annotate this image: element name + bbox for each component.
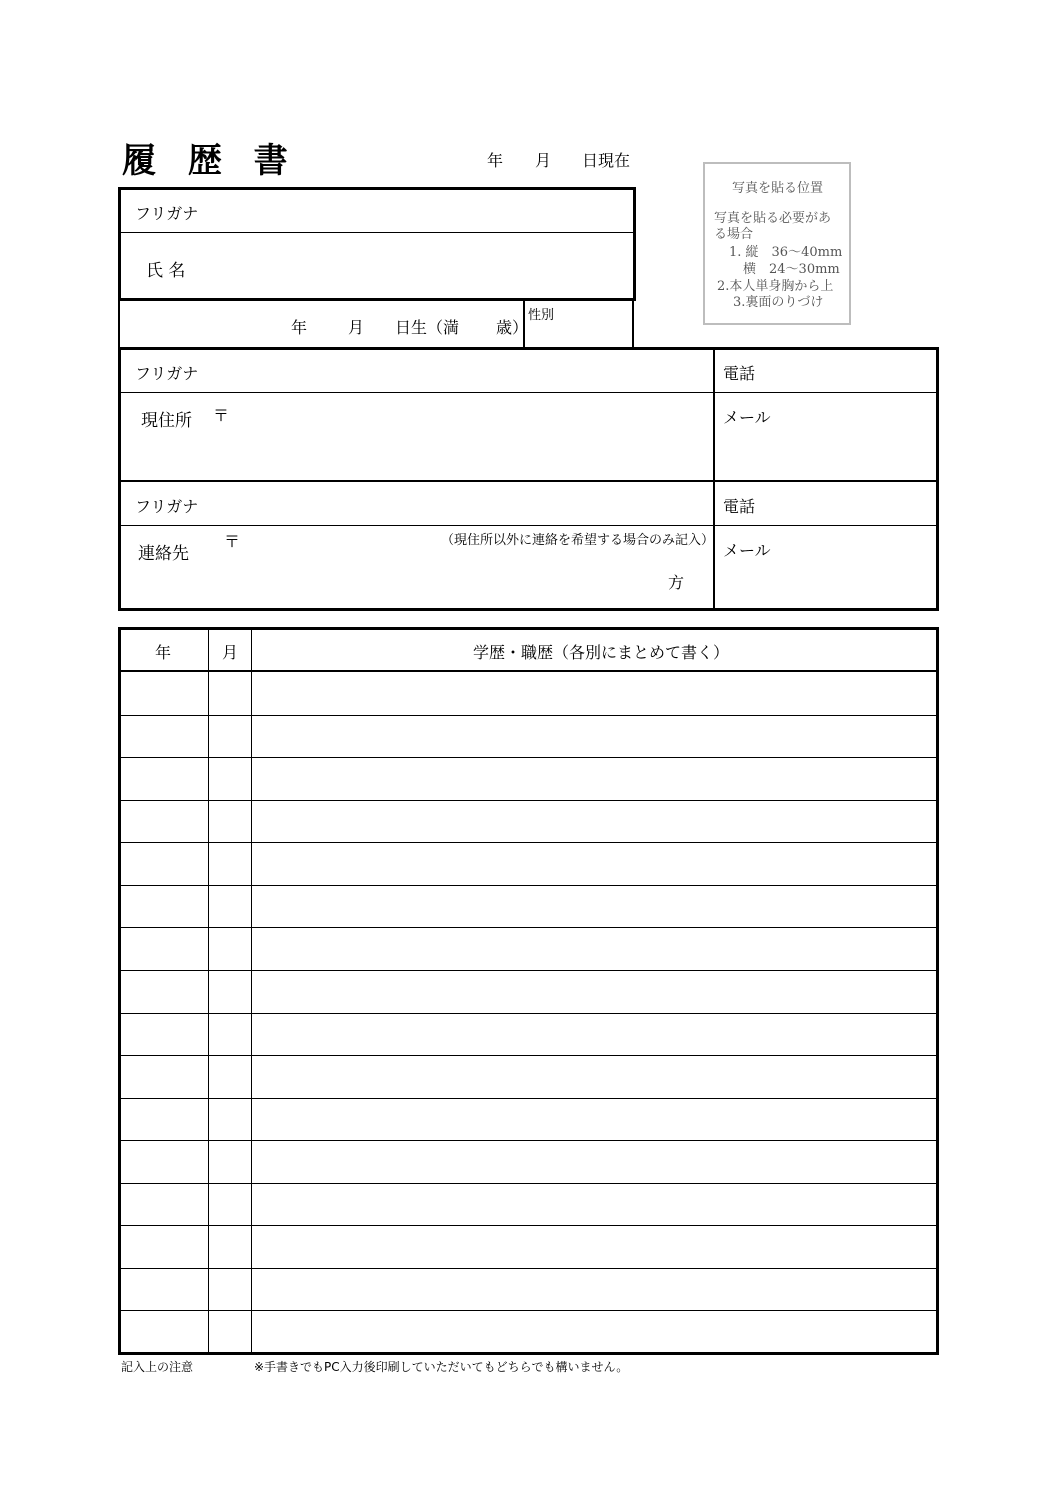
- contact-care-of-label: 方: [668, 573, 685, 592]
- address-phone-input[interactable]: [770, 352, 930, 388]
- history-row[interactable]: [120, 672, 937, 715]
- gender-label: 性別: [528, 308, 555, 323]
- history-row-divider: [120, 1183, 937, 1184]
- divider: [118, 299, 120, 349]
- contact-phone-input[interactable]: [770, 485, 930, 521]
- date-year-label: 年: [487, 151, 504, 170]
- divider: [120, 392, 937, 393]
- contact-note: （現住所以外に連絡を希望する場合のみ記入）: [441, 533, 715, 548]
- contact-email-input[interactable]: [770, 529, 930, 605]
- history-row[interactable]: [120, 1268, 937, 1311]
- photo-title: 写真を貼る位置: [732, 181, 824, 196]
- footer-text: ※手書きでもPC入力後印刷していただいてもどちらでも構いません。: [254, 1360, 629, 1374]
- history-row[interactable]: [120, 800, 937, 843]
- history-row[interactable]: [120, 1310, 937, 1353]
- history-col-detail: 学歴・職歴（各別にまとめて書く）: [473, 643, 730, 662]
- address-phone-label: 電話: [723, 364, 756, 383]
- history-row[interactable]: [120, 1183, 937, 1226]
- history-row[interactable]: [120, 757, 937, 800]
- contact-furigana-label: フリガナ: [135, 497, 199, 516]
- address-label: 現住所: [141, 411, 192, 431]
- document-title: 履 歴 書: [122, 141, 298, 181]
- history-row-divider: [120, 1013, 937, 1014]
- history-row-divider: [120, 1140, 937, 1141]
- divider: [632, 299, 634, 349]
- history-row-divider: [120, 1098, 937, 1099]
- history-row-divider: [120, 1055, 937, 1056]
- history-row-divider: [120, 927, 937, 928]
- photo-placeholder[interactable]: [703, 162, 851, 325]
- contact-label: 連絡先: [138, 544, 189, 564]
- name-input[interactable]: [200, 236, 630, 296]
- birth-year-label: 年: [291, 318, 308, 337]
- history-row[interactable]: [120, 1225, 937, 1268]
- history-row[interactable]: [120, 1013, 937, 1056]
- photo-instruction: 3.裏面のりづけ: [733, 295, 824, 310]
- history-row-divider: [120, 1225, 937, 1226]
- photo-instruction: 横 24～30mm: [743, 262, 840, 277]
- history-row[interactable]: [120, 842, 937, 885]
- address-email-input[interactable]: [770, 396, 930, 476]
- birth-age-label: 歳）: [496, 318, 529, 337]
- history-col-year: 年: [155, 643, 172, 662]
- history-row[interactable]: [120, 1098, 937, 1141]
- contact-input[interactable]: [240, 548, 660, 606]
- address-furigana-label: フリガナ: [135, 364, 199, 383]
- history-row-divider: [120, 1310, 937, 1311]
- name-furigana-label: フリガナ: [135, 204, 199, 223]
- history-col-month: 月: [222, 643, 239, 662]
- contact-email-label: メール: [723, 541, 771, 560]
- footer-label: 記入上の注意: [121, 1360, 194, 1374]
- photo-instruction: 1. 縦 36～40mm: [729, 245, 843, 260]
- divider: [120, 525, 937, 526]
- divider: [120, 480, 937, 482]
- address-postal-mark: 〒: [213, 406, 230, 425]
- history-row[interactable]: [120, 1140, 937, 1183]
- gender-input[interactable]: [528, 320, 628, 346]
- date-day-label: 日現在: [582, 151, 631, 170]
- history-row-divider: [120, 885, 937, 886]
- birth-day-label: 日生（満: [395, 318, 460, 337]
- address-input[interactable]: [240, 396, 705, 476]
- history-row[interactable]: [120, 715, 937, 758]
- history-row-divider: [120, 1268, 937, 1269]
- photo-instruction: る場合: [714, 227, 754, 242]
- address-email-label: メール: [723, 408, 771, 427]
- contact-postal-mark: 〒: [224, 532, 241, 551]
- history-row[interactable]: [120, 885, 937, 928]
- history-row[interactable]: [120, 970, 937, 1013]
- photo-instruction: 2.本人単身胸から上: [717, 279, 834, 294]
- history-row-divider: [120, 800, 937, 801]
- name-label: 氏 名: [146, 261, 186, 281]
- history-row-divider: [120, 757, 937, 758]
- history-row[interactable]: [120, 927, 937, 970]
- photo-instruction: 写真を貼る必要があ: [714, 211, 832, 226]
- contact-phone-label: 電話: [723, 497, 756, 516]
- birth-month-label: 月: [348, 318, 365, 337]
- divider: [713, 349, 715, 609]
- history-row[interactable]: [120, 1055, 937, 1098]
- history-row-divider: [120, 970, 937, 971]
- divider: [120, 232, 634, 233]
- date-month-label: 月: [535, 151, 552, 170]
- history-row-divider: [120, 715, 937, 716]
- history-row-divider: [120, 842, 937, 843]
